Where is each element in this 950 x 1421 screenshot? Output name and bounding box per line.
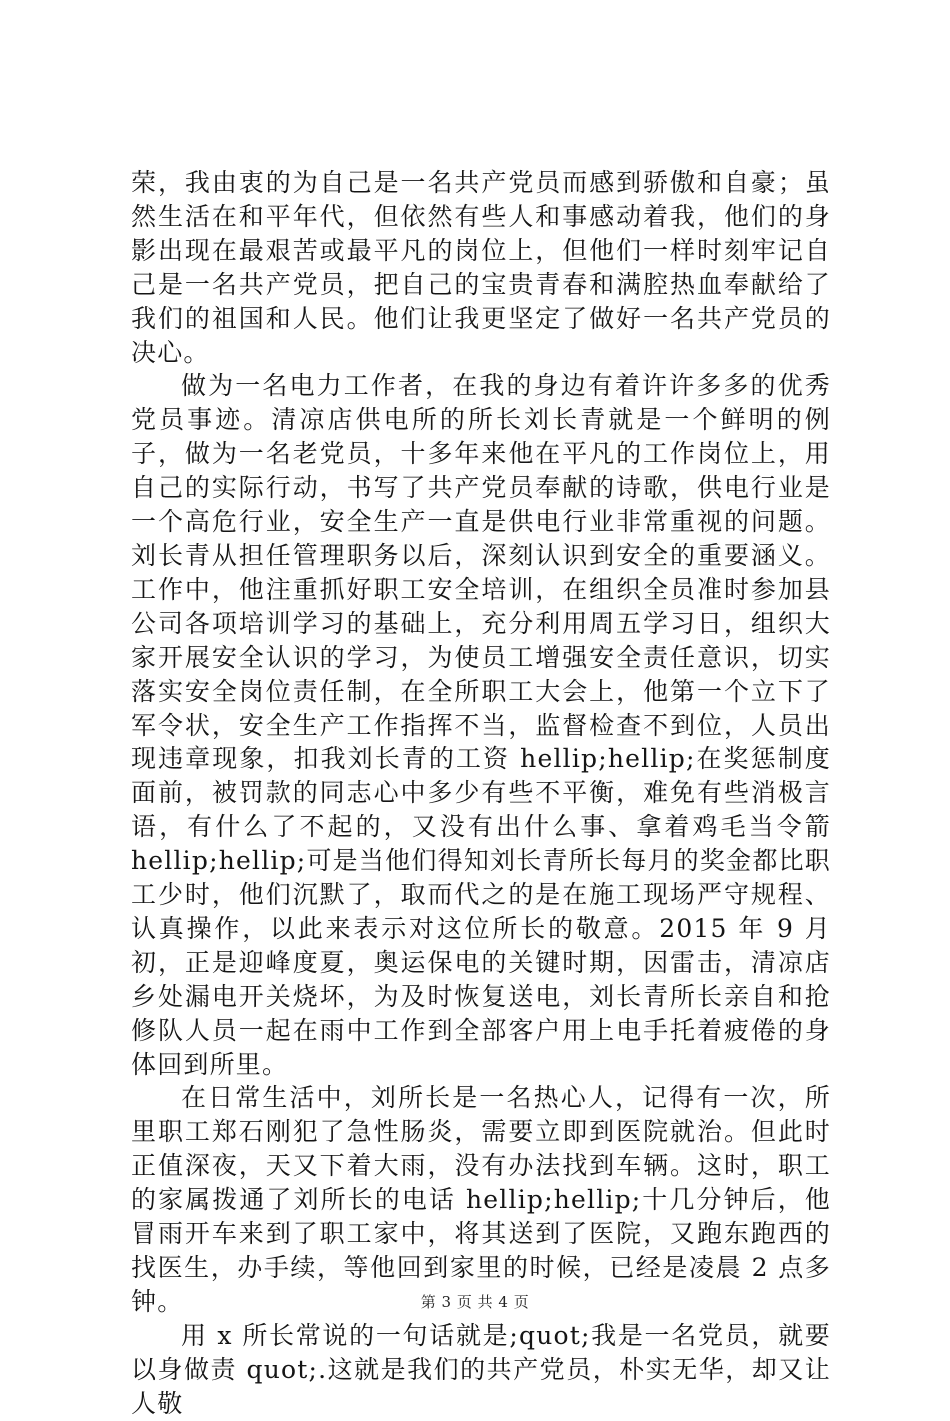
paragraph-4: 用 x 所长常说的一句话就是;quot;我是一名党员，就要以身做责 quot;.这就是我们的共产党员，朴实无华，却又让人敬 [131, 1320, 831, 1418]
page-number-footer: 第 3 页 共 4 页 [420, 1293, 530, 1311]
document-body [131, 166, 831, 1421]
paragraph-1: 荣，我由衷的为自己是一名共产党员而感到骄傲和自豪；虽然生活在和平年代，但依然有些人和事感动着我，他们的身影出现在最艰苦或最平凡的岗位上，但他们一样时刻牢记自己是一名共产党员，把自己的宝贵青春和满腔热血奉献给了我们的祖国和人民。他们让我更坚定了做好一名共产党员的决心。 [131, 168, 831, 367]
paragraph-2: 做为一名电力工作者，在我的身边有着许许多多的优秀党员事迹。清凉店供电所的所长刘长青就是一个鲜明的例子，做为一名老党员，十多年来他在平凡的工作岗位上，用自己的实际行动，书写了共产党员奉献的诗歌，供电行业是一个高危行业，安全生产一直是供电行业非常重视的问题。刘长青从担任管理职务以后，深刻认识到安全的重要涵义。工作中，他注重抓好职工安全培训，在组织全员准时参加县公司各项培训学习的基础上，充分利用周五学习日，组织大家开展安全认识的学习，为使员工增强安全责任意识，切实落实安全岗位责任制，在全所职工大会上，他第一个立下了军令状，安全生产工作指挥不当，监督检查不到位，人员出现违章现象，扣我刘长青的工资 hellip;hellip;在奖惩制度面前，被罚款的同志心中多少有些不平衡，难免有些消极言语，有什么了不起的，又没有出什么事、拿着鸡毛当令箭 hellip;hellip;可是当他们得知刘长青所长每月的奖金都比职工少时，他们沉默了，取而代之的是在施工现场严守规程、认真操作，以此来表示对这位所长的敬意。2015 年 9 月初，正是迎峰度夏，奥运保电的关键时期，因雷击，清凉店乡处漏电开关烧坏，为及时恢复送电，刘长青所长亲自和抢修队人员一起在雨中工作到全部客户用上电手托着疲倦的身体回到所里。 [131, 371, 831, 1079]
paragraph-3: 在日常生活中，刘所长是一名热心人，记得有一次，所里职工郑石刚犯了急性肠炎，需要立即到医院就治。但此时正值深夜，天又下着大雨，没有办法找到车辆。这时，职工的家属拨通了刘所长的电话 hellip;hellip;十几分钟后，他冒雨开车来到了职工家中，将其送到了医院，又跑东跑西的找医生，办手续，等他回到家里的时候，已经是凌晨 2 点多钟。 [131, 1083, 831, 1316]
